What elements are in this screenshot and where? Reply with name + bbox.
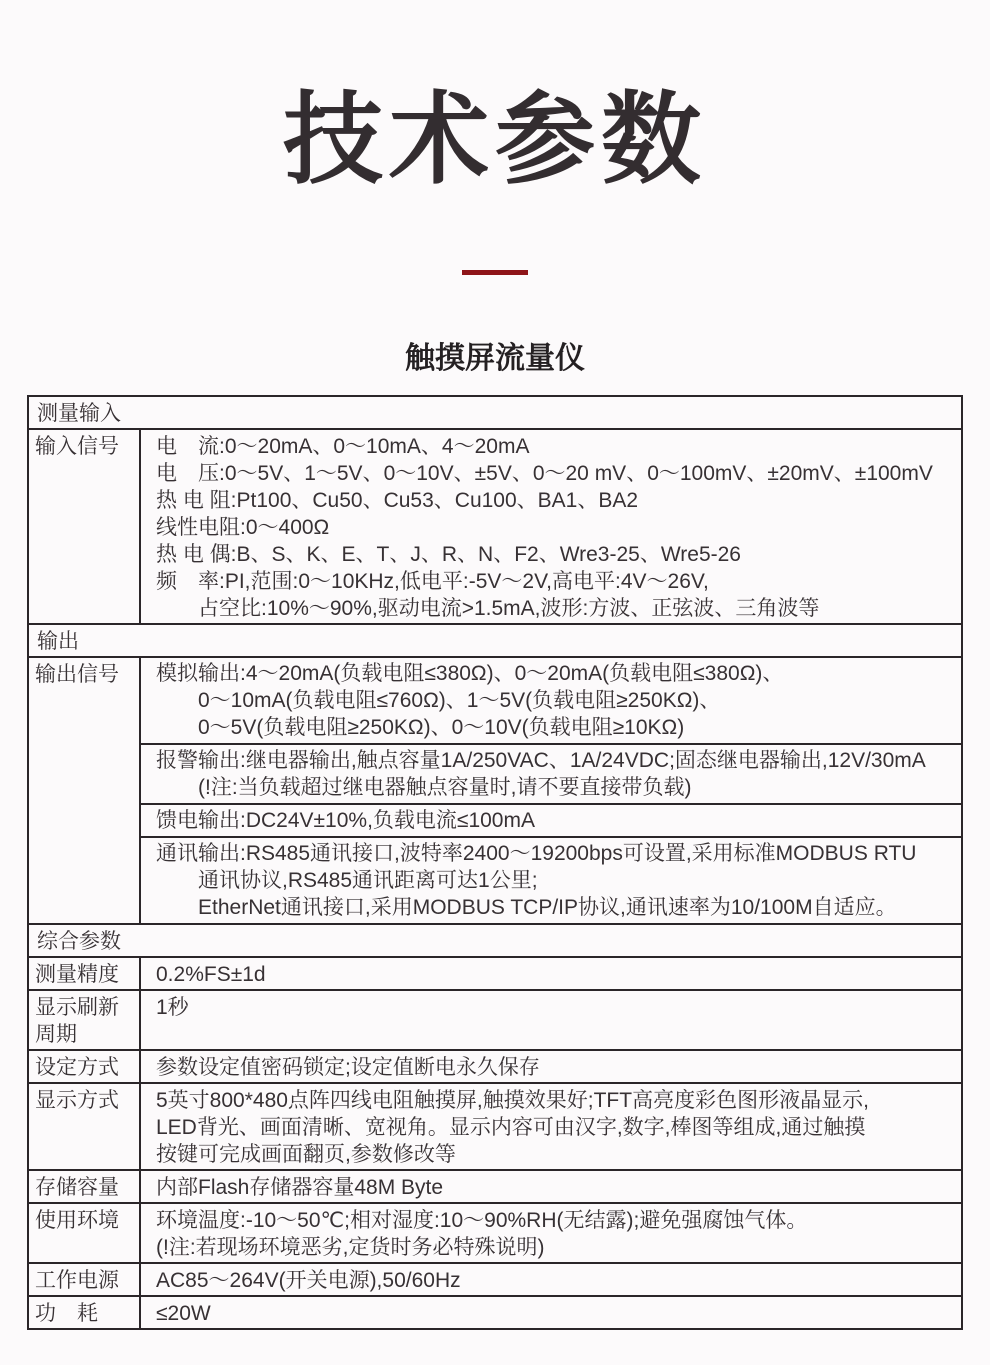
row-value <box>140 657 962 924</box>
spec-line: 5英寸800*480点阵四线电阻触摸屏,触摸效果好;TFT高亮度彩色图形液晶显示, <box>156 1089 869 1112</box>
row-label: 测量精度 <box>28 957 140 990</box>
section-output <box>28 624 962 657</box>
row-value <box>140 1203 962 1263</box>
subgroup-alarm-output <box>141 743 961 803</box>
spec-line: AC85～264V(开关电源),50/60Hz <box>156 1269 461 1292</box>
spec-line: 通讯协议,RS485通讯距离可达1公里; <box>156 869 538 892</box>
row-label: 工作电源 <box>28 1263 140 1296</box>
page-title: 技术参数 <box>283 84 707 196</box>
row-setting-method <box>28 1050 962 1083</box>
row-label: 设定方式 <box>28 1050 140 1083</box>
spec-table <box>27 395 963 1330</box>
spec-line: 馈电输出:DC24V±10%,负载电流≤100mA <box>156 809 535 832</box>
spec-line: ≤20W <box>156 1302 211 1325</box>
row-power-consumption <box>28 1296 962 1329</box>
row-value <box>140 1296 962 1329</box>
spec-line: 1秒 <box>156 996 189 1019</box>
subgroup-analog-output <box>141 658 961 743</box>
row-value <box>140 1050 962 1083</box>
row-display-refresh-period <box>28 990 962 1050</box>
section-header: 测量输入 <box>28 396 962 429</box>
spec-line: 占空比:10%～90%,驱动电流>1.5mA,波形:方波、正弦波、三角波等 <box>156 597 820 620</box>
spec-line: 0～10mA(负载电阻≤760Ω)、1～5V(负载电阻≥250KΩ)、 <box>156 689 721 712</box>
row-value <box>140 1083 962 1170</box>
row-operating-environment <box>28 1203 962 1263</box>
spec-line: 模拟输出:4～20mA(负载电阻≤380Ω)、0～20mA(负载电阻≤380Ω)、 <box>156 662 784 685</box>
row-value <box>140 990 962 1050</box>
section-general-params <box>28 924 962 957</box>
spec-line: 线性电阻:0～400Ω <box>156 516 330 539</box>
spec-line: LED背光、画面清晰、宽视角。显示内容可由汉字,数字,棒图等组成,通过触摸 <box>156 1116 866 1139</box>
section-measurement-input <box>28 396 962 429</box>
spec-line: 0.2%FS±1d <box>156 963 266 986</box>
spec-line: (!注:若现场环境恶劣,定货时务必特殊说明) <box>156 1236 545 1259</box>
row-measure-accuracy <box>28 957 962 990</box>
spec-line: (!注:当负载超过继电器触点容量时,请不要直接带负载) <box>156 776 692 799</box>
red-divider <box>462 270 528 275</box>
row-display-method <box>28 1083 962 1170</box>
spec-line: 电 压:0～5V、1～5V、0～10V、±5V、0～20 mV、0～100mV、±20mV、±100mV <box>156 462 933 485</box>
row-label: 输出信号 <box>28 657 140 924</box>
row-value <box>140 957 962 990</box>
spec-line: 通讯输出:RS485通讯接口,波特率2400～19200bps可设置,采用标准MODBUS RTU <box>156 842 917 865</box>
spec-line: 内部Flash存储器容量48M Byte <box>156 1176 444 1199</box>
spec-line: 按键可完成画面翻页,参数修改等 <box>156 1143 456 1166</box>
subgroup-comm-output <box>141 836 961 923</box>
row-label: 功 耗 <box>28 1296 140 1329</box>
spec-line: EtherNet通讯接口,采用MODBUS TCP/IP协议,通讯速率为10/100M自适应。 <box>156 896 897 919</box>
row-power-supply <box>28 1263 962 1296</box>
row-value <box>140 1170 962 1203</box>
spec-line: 报警输出:继电器输出,触点容量1A/250VAC、1A/24VDC;固态继电器输出,12V/30mA <box>156 749 926 772</box>
table-title: 触摸屏流量仪 <box>405 342 585 375</box>
subgroup-feed-output <box>141 803 961 836</box>
spec-line: 热 电 阻:Pt100、Cu50、Cu53、Cu100、BA1、BA2 <box>156 489 639 512</box>
row-value <box>140 1263 962 1296</box>
section-header: 输出 <box>28 624 962 657</box>
row-label: 使用环境 <box>28 1203 140 1263</box>
row-label: 输入信号 <box>28 429 140 624</box>
spec-line: 频 率:PI,范围:0～10KHz,低电平:-5V～2V,高电平:4V～26V, <box>156 570 709 593</box>
row-value <box>140 429 962 624</box>
spec-line: 热 电 偶:B、S、K、E、T、J、R、N、F2、Wre3-25、Wre5-26 <box>156 543 741 566</box>
section-header: 综合参数 <box>28 924 962 957</box>
spec-line: 参数设定值密码锁定;设定值断电永久保存 <box>156 1056 540 1079</box>
spec-line: 电 流:0～20mA、0～10mA、4～20mA <box>156 435 530 458</box>
row-label: 显示刷新周期 <box>28 990 140 1050</box>
row-label: 存储容量 <box>28 1170 140 1203</box>
row-storage-capacity <box>28 1170 962 1203</box>
row-label: 显示方式 <box>28 1083 140 1170</box>
row-input-signal <box>28 429 962 624</box>
spec-line: 环境温度:-10～50℃;相对湿度:10～90%RH(无结露);避免强腐蚀气体。 <box>156 1209 808 1232</box>
row-output-signal <box>28 657 962 924</box>
spec-line: 0～5V(负载电阻≥250KΩ)、0～10V(负载电阻≥10KΩ) <box>156 716 685 739</box>
